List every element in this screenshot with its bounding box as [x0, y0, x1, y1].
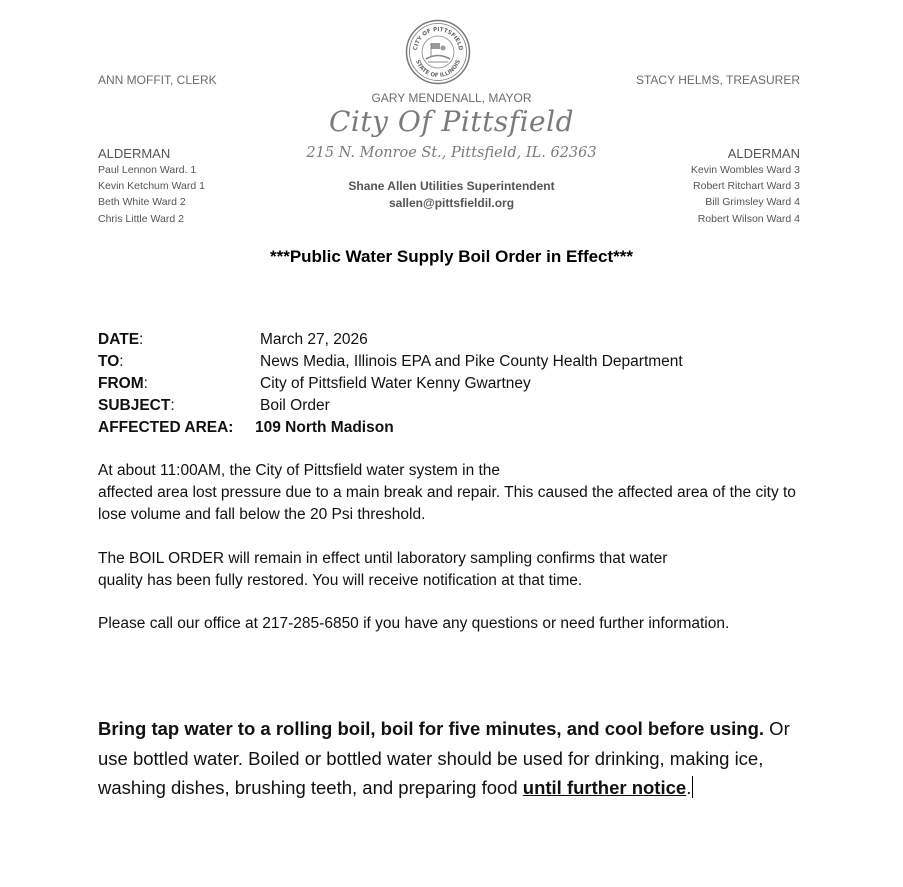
paragraph-incident — [98, 460, 808, 526]
memo-from-label: FROM — [98, 375, 144, 392]
svg-text:STATE OF ILLINOIS: STATE OF ILLINOIS — [414, 59, 462, 80]
memo-to-value: News Media, Illinois EPA and Pike County Health Department — [260, 353, 683, 370]
memo-affected-row — [98, 417, 683, 439]
mayor-name: GARY MENDENALL, MAYOR — [371, 91, 532, 105]
paragraph-line: The BOIL ORDER will remain in effect until laboratory sampling confirms that water — [98, 550, 668, 567]
alderman-left-heading: ALDERMAN — [98, 146, 171, 161]
boil-instructions-bold: Bring tap water to a rolling boil, boil for five minutes, and cool before using. — [98, 718, 765, 739]
paragraph-contact: Please call our office at 217-285-6850 if you have any questions or need further information. — [98, 615, 730, 632]
until-further-notice: until further notice — [522, 777, 687, 798]
alderman-name: Bill Grimsley Ward 4 — [705, 196, 800, 209]
superintendent-email: sallen@pittsfieldil.org — [388, 196, 515, 210]
alderman-name: Robert Wilson Ward 4 — [697, 212, 800, 225]
superintendent-block — [0, 178, 903, 212]
memo-date-label: DATE — [98, 331, 140, 348]
memo-subject-row: SUBJECT: Boil Order — [98, 397, 330, 414]
alderman-name: Robert Ritchart Ward 3 — [693, 180, 800, 193]
city-address: 215 N. Monroe St., Pittsfield, IL. 62363 — [306, 145, 597, 161]
city-seal-logo — [405, 19, 471, 85]
alderman-name: Kevin Ketchum Ward 1 — [98, 180, 205, 193]
alderman-name: Beth White Ward 2 — [98, 196, 186, 209]
alderman-right-heading: ALDERMAN — [727, 146, 800, 161]
superintendent-name: Shane Allen Utilities Superintendent — [348, 179, 555, 193]
treasurer-name: STACY HELMS, TREASURER — [635, 73, 800, 87]
svg-text:CITY OF PITTSFIELD: CITY OF PITTSFIELD — [412, 26, 464, 51]
memo-affected-value: 109 North Madison — [255, 419, 394, 436]
alderman-name: Paul Lennon Ward. 1 — [98, 164, 197, 176]
memo-date-row: DATE: March 27, 2026 — [98, 331, 368, 348]
boil-instructions — [98, 714, 798, 803]
memo-from-value: City of Pittsfield Water Kenny Gwartney — [260, 375, 531, 392]
memo-from-row: FROM: City of Pittsfield Water Kenny Gwartney — [98, 375, 531, 392]
boil-instructions-text: Or use bottled water. Boiled or bottled water should be used for drinking, making ice, washing dishes, brushing teeth, and preparing food — [98, 718, 790, 798]
alderman-name: Chris Little Ward 2 — [98, 212, 184, 225]
memo-subject-value: Boil Order — [260, 397, 330, 414]
clerk-name: ANN MOFFIT, CLERK — [98, 73, 217, 87]
memo-date-value: March 27, 2026 — [260, 331, 368, 348]
paragraph-line: quality has been fully restored. You will receive notification at that time. — [98, 572, 583, 589]
notice-title: ***Public Water Supply Boil Order in Effect*** — [269, 247, 634, 266]
memo-affected-label: AFFECTED AREA: — [98, 419, 234, 436]
notice-period: . — [686, 777, 692, 798]
memo-fields — [98, 329, 683, 439]
paragraph-line: At about 11:00AM, the City of Pittsfield water system in the — [98, 462, 501, 479]
paragraph-boil-order — [98, 548, 808, 592]
memo-to-row: TO: News Media, Illinois EPA and Pike County Health Department — [98, 353, 683, 370]
paragraph-line: affected area lost pressure due to a main break and repair. This caused the affected area of the city to lose volume and fall below the 20 Psi threshold. — [98, 484, 796, 523]
memo-to-label: TO — [98, 353, 120, 370]
memo-subject-label: SUBJECT — [98, 397, 171, 414]
city-name: City Of Pittsfield — [328, 105, 574, 138]
alderman-name: Kevin Wombles Ward 3 — [690, 164, 800, 176]
text-cursor — [692, 776, 693, 798]
